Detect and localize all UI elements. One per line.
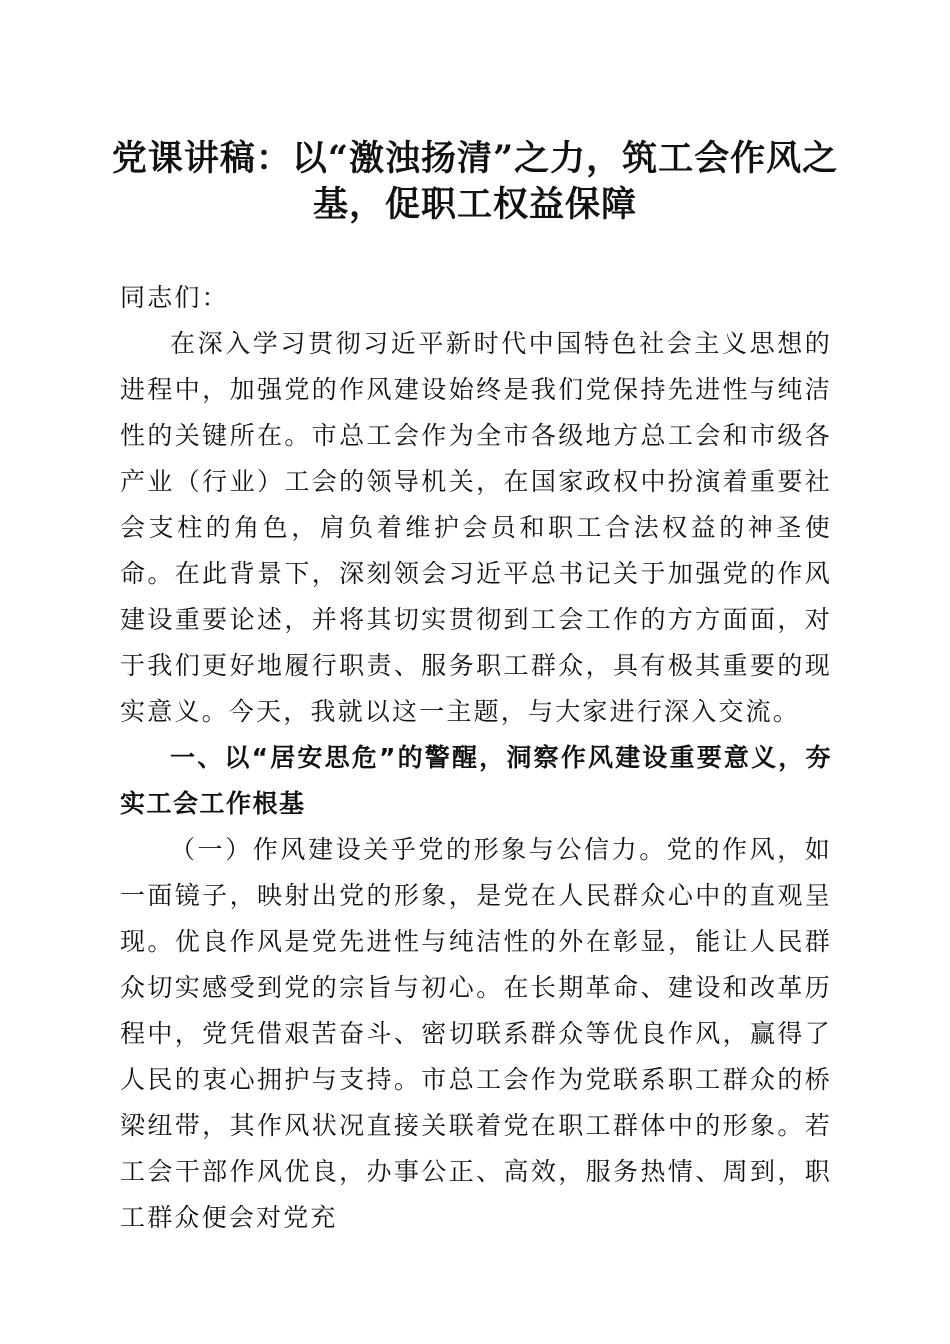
section-heading-1: 一、以“居安思危”的警醒，洞察作风建设重要意义，夯实工会工作根基 [120, 743, 832, 818]
salutation: 同志们： [120, 283, 229, 312]
document-title: 党课讲稿：以“激浊扬清”之力，筑工会作风之基，促职工权益保障 [111, 138, 839, 225]
intro-paragraph: 在深入学习贯彻习近平新时代中国特色社会主义思想的进程中，加强党的作风建设始终是我们党保持先进性与纯洁性的关键所在。市总工会作为全市各级地方总工会和市级各产业（行业）工会的领导机关，在国家政权中扮演着重要社会支柱的角色，肩负着维护会员和职工合法权益的神圣使命。在此背景下，深刻领会习近平总书记关于加强党的作风建设重要论述，并将其切实贯彻到工会工作的方方面面，对于我们更好地履行职责、服务职工群众，具有极其重要的现实意义。今天，我就以这一主题，与大家进行深入交流。 [120, 329, 832, 726]
document-body [120, 275, 832, 1241]
section-1-paragraph-1: （一）作风建设关乎党的形象与公信力。党的作风，如一面镜子，映射出党的形象，是党在人民群众心中的直观呈现。优良作风是党先进性与纯洁性的外在彰显，能让人民群众切实感受到党的宗旨与初心。在长期革命、建设和改革历程中，党凭借艰苦奋斗、密切联系群众等优良作风，赢得了人民的衷心拥护与支持。市总工会作为党联系职工群众的桥梁纽带，其作风状况直接关联着党在职工群体中的形象。若工会干部作风优良，办事公正、高效，服务热情、周到，职工群众便会对党充 [120, 835, 832, 1232]
